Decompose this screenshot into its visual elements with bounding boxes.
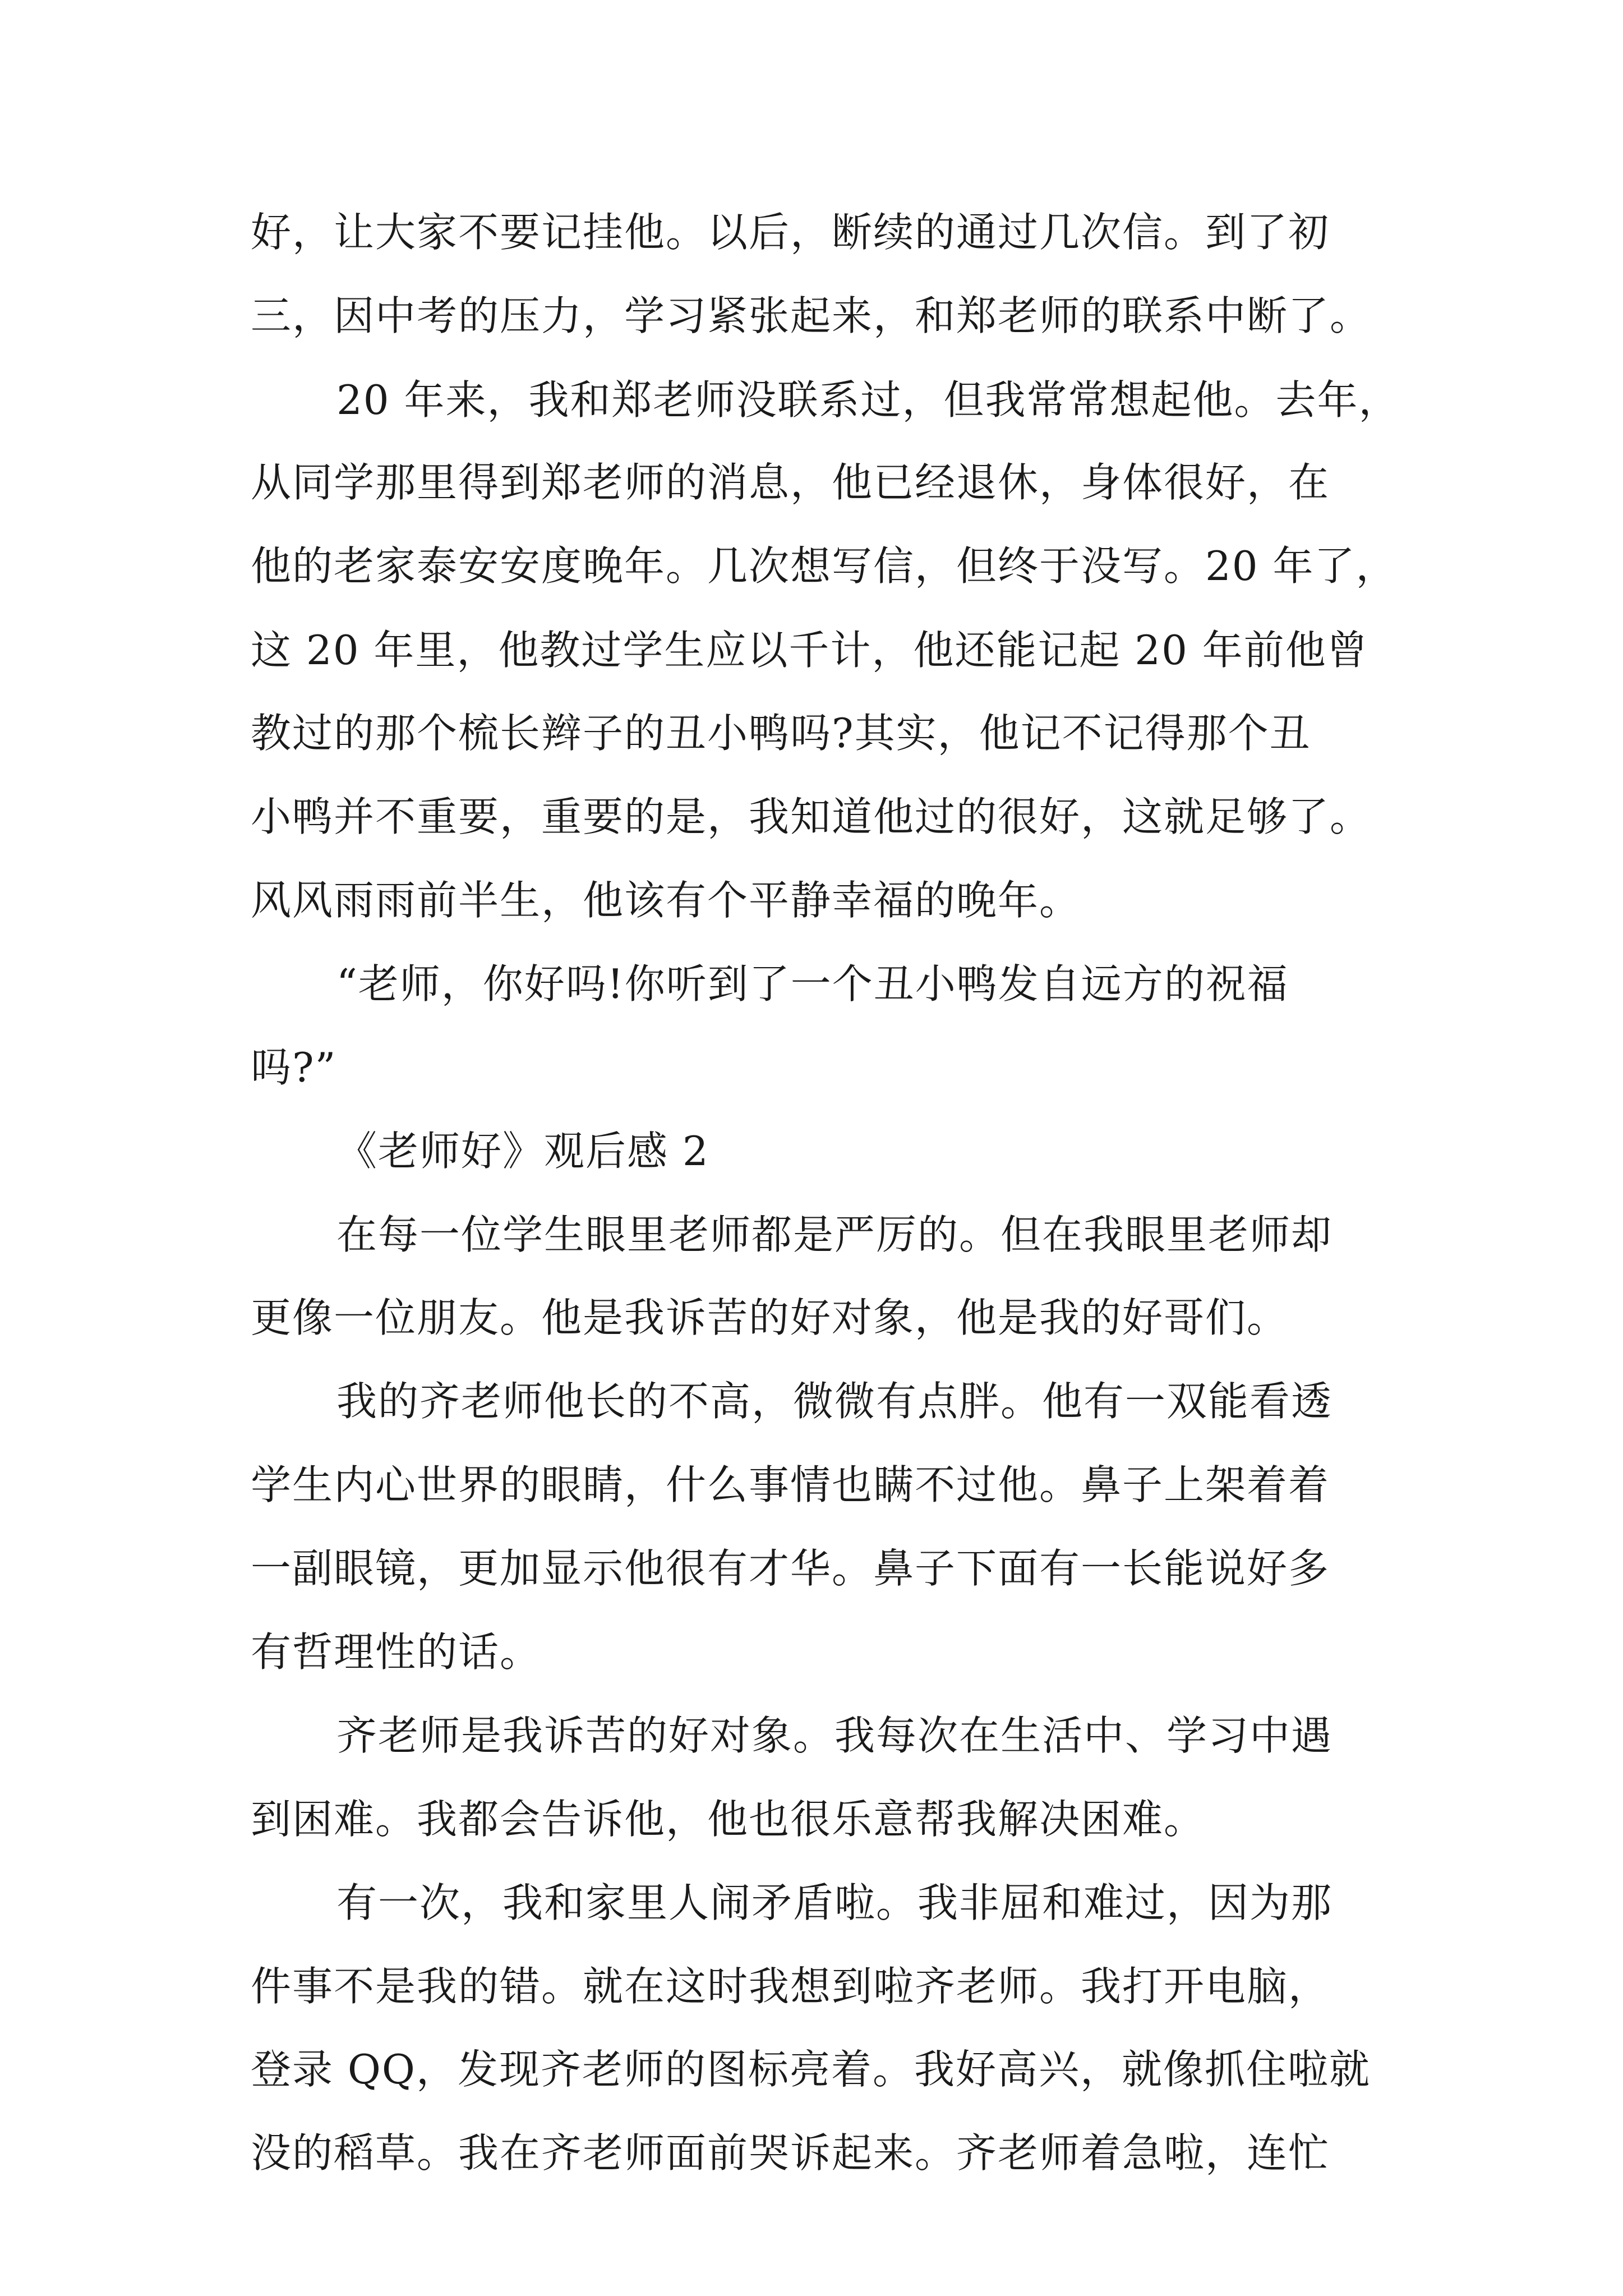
text-line: 一副眼镜，更加显示他很有才华。鼻子下面有一长能说好多 — [251, 1545, 1330, 1592]
text-line: 登录 QQ，发现齐老师的图标亮着。我好高兴，就像抓住啦就 — [251, 2046, 1371, 2093]
text-line: 没的稻草。我在齐老师面前哭诉起来。齐老师着急啦，连忙 — [251, 2129, 1330, 2177]
text-line: 教过的那个梳长辫子的丑小鸭吗?其实，他记不记得那个丑 — [251, 710, 1311, 757]
text-line: 从同学那里得到郑老师的消息，他已经退休，身体很好，在 — [251, 459, 1330, 506]
text-line: 小鸭并不重要，重要的是，我知道他过的很好，这就足够了。 — [251, 793, 1372, 840]
text-line: 有哲理性的话。 — [251, 1628, 542, 1676]
text-line: 这 20 年里，他教过学生应以千计，他还能记起 20 年前他曾 — [251, 627, 1368, 674]
text-line: 到困难。我都会告诉他，他也很乐意帮我解决困难。 — [251, 1796, 1206, 1843]
text-line: 更像一位朋友。他是我诉苦的好对象，他是我的好哥们。 — [251, 1294, 1289, 1341]
text-line: 件事不是我的错。就在这时我想到啦齐老师。我打开电脑， — [251, 1963, 1330, 2010]
text-line: “老师，你好吗!你听到了一个丑小鸭发自远方的祝福 — [336, 960, 1289, 1007]
text-line: 学生内心世界的眼睛，什么事情也瞒不过他。鼻子上架着着 — [251, 1461, 1330, 1508]
text-line: 风风雨雨前半生，他该有个平静幸福的晚年。 — [251, 877, 1081, 924]
text-line: 有一次，我和家里人闹矛盾啦。我非屈和难过，因为那 — [336, 1879, 1333, 1926]
text-line: 齐老师是我诉苦的好对象。我每次在生活中、学习中遇 — [336, 1712, 1333, 1759]
text-line: 20 年来，我和郑老师没联系过，但我常常想起他。去年， — [336, 376, 1400, 424]
section-heading: 《老师好》观后感 2 — [336, 1128, 709, 1175]
text-line: 他的老家泰安安度晚年。几次想写信，但终于没写。20 年了， — [251, 542, 1398, 590]
text-line: 吗?” — [251, 1044, 337, 1091]
text-line: 好，让大家不要记挂他。以后，断续的通过几次信。到了初 — [251, 209, 1330, 256]
text-line: 三，因中考的压力，学习紧张起来，和郑老师的联系中断了。 — [251, 292, 1372, 339]
text-line: 在每一位学生眼里老师都是严厉的。但在我眼里老师却 — [336, 1211, 1333, 1258]
text-line: 我的齐老师他长的不高，微微有点胖。他有一双能看透 — [336, 1378, 1333, 1425]
